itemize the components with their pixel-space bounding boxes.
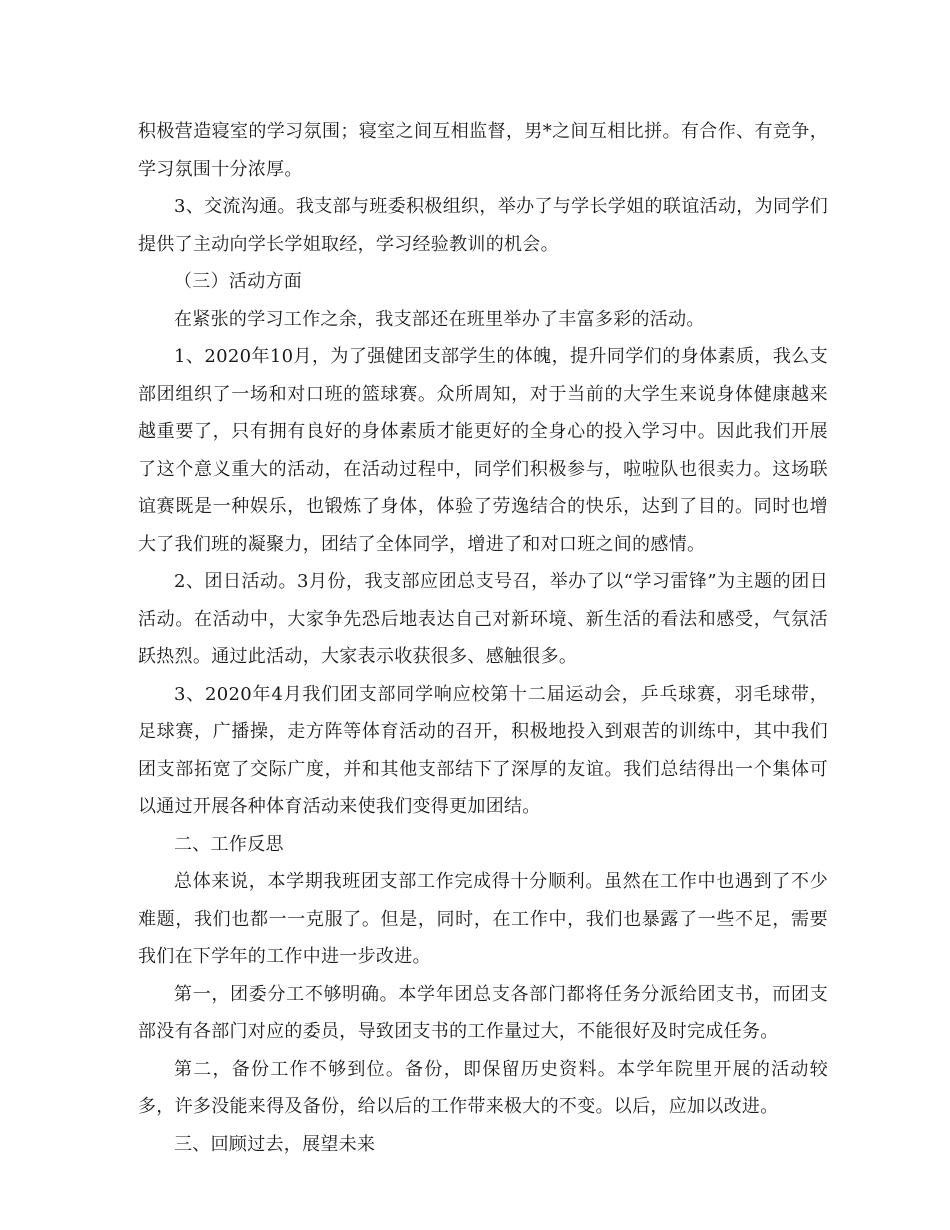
paragraph-sports-meet: 3、2020年4月我们团支部同学响应校第十二届运动会，乒乓球赛，羽毛球带，足球赛，广播操，走方阵等体育活动的召开，积极地投入到艰苦的训练中，其中我们团支部拓宽了交际广度，并和其他支部结下了深厚的友谊。我们总结得出一个集体可以通过开展各种体育活动来使我们变得更加团结。 [138, 683, 828, 817]
paragraph-reflection-first: 第一，团委分工不够明确。本学年团总支各部门都将任务分派给团支书，而团支部没有各部门对应的委员，导致团支书的工作量过大，不能很好及时完成任务。 [138, 983, 828, 1042]
section-heading-outlook: 三、回顾过去，展望未来 [174, 1133, 376, 1155]
paragraph-basketball-game: 1、2020年10月，为了强健团支部学生的体魄，提升同学们的身体素质，我么支部团组织了一场和对口班的篮球赛。众所周知，对于当前的大学生来说身体健康越来越重要了，只有拥有良好的身体素质才能更好的全身心的投入学习中。因此我们开展了这个意义重大的活动，在活动过程中，同学们积极参与，啦啦队也很卖力。这场联谊赛既是一种娱乐，也锻炼了身体，体验了劳逸结合的快乐，达到了目的。同时也增大了我们班的凝聚力，团结了全体同学，增进了和对口班之间的感情。 [138, 346, 828, 555]
paragraph-reflection-summary: 总体来说，本学期我班团支部工作完成得十分顺利。虽然在工作中也遇到了不少难题，我们也都一一克服了。但是，同时，在工作中，我们也暴露了一些不足，需要我们在下学年的工作中进一步改进。 [138, 871, 828, 967]
document-body [138, 113, 828, 1163]
paragraph-study-atmosphere: 积极营造寝室的学习氛围；寝室之间互相监督，男*之间互相比拼。有合作、有竞争，学习氛围十分浓厚。 [138, 121, 828, 180]
paragraph-communication: 3、交流沟通。我支部与班委积极组织，举办了与学长学姐的联谊活动，为同学们提供了主动向学长学姐取经，学习经验教训的机会。 [138, 196, 828, 255]
paragraph-league-day: 2、团日活动。3月份，我支部应团总支号召，举办了以“学习雷锋”为主题的团日活动。在活动中，大家争先恐后地表达自己对新环境、新生活的看法和感受，气氛活跃热烈。通过此活动，大家表示收获很多、感触很多。 [138, 571, 828, 667]
paragraph-activities-intro: 在紧张的学习工作之余，我支部还在班里举办了丰富多彩的活动。 [174, 308, 705, 330]
section-heading-activities: （三）活动方面 [174, 271, 303, 292]
paragraph-reflection-second: 第二，备份工作不够到位。备份，即保留历史资料。本学年院里开展的活动较多，许多没能来得及备份，给以后的工作带来极大的不变。以后，应加以改进。 [138, 1058, 828, 1117]
section-heading-reflection: 二、工作反思 [174, 833, 284, 855]
